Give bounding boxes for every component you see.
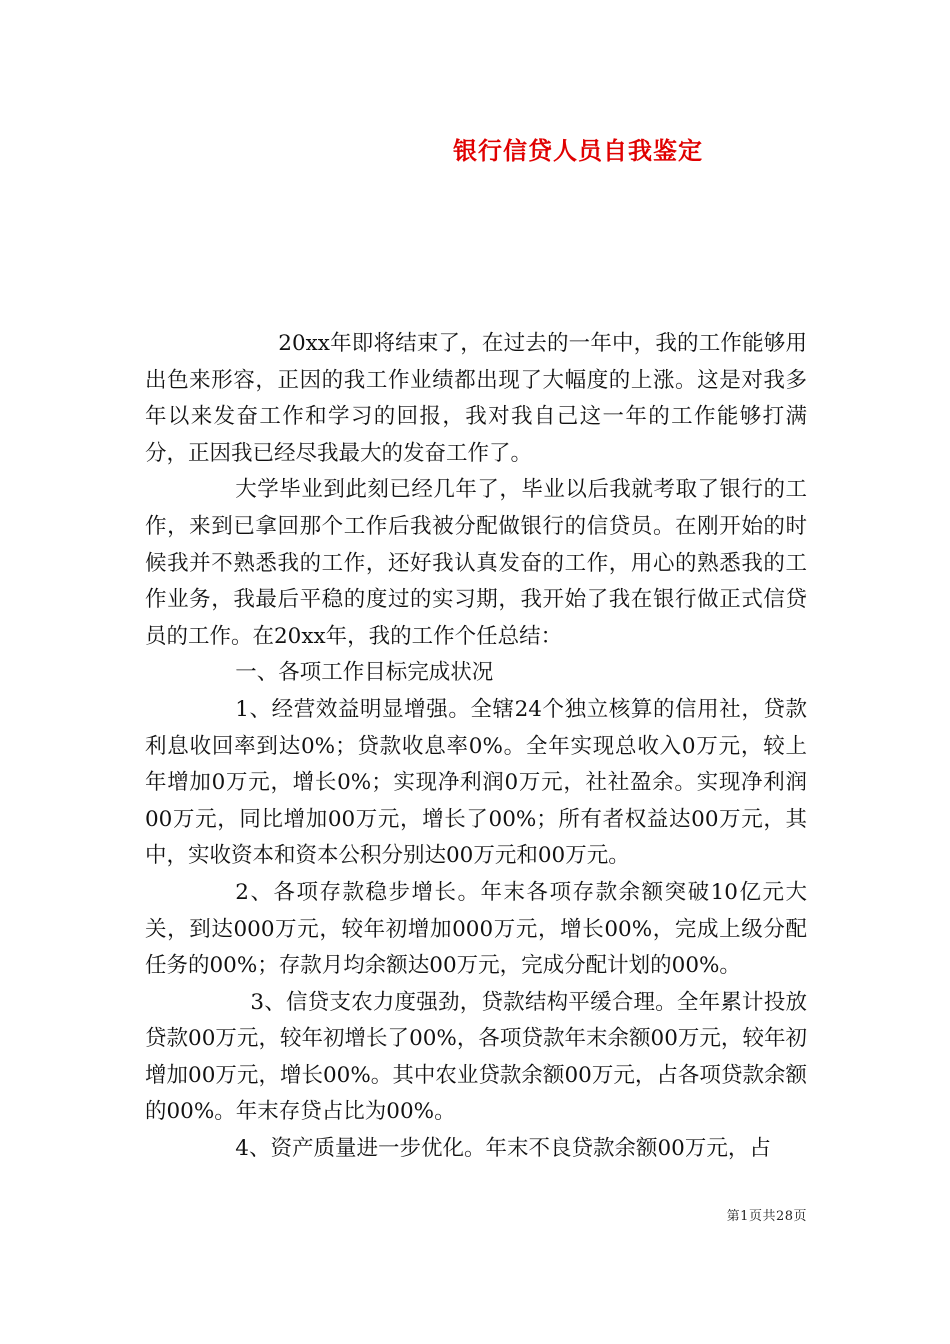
paragraph-background: 大学毕业到此刻已经几年了，毕业以后我就考取了银行的工作，来到已拿回那个工作后我被分配做银行的信贷员。在刚开始的时候我并不熟悉我的工作，还好我认真发奋的工作，用心的熟悉我的工作业务，我最后平稳的度过的实习期，我开始了我在银行做正式信贷员的工作。在20xx年，我的工作个任总结： bbox=[145, 477, 807, 649]
section-heading: 一、各项工作目标完成状况 bbox=[235, 660, 494, 686]
paragraph-item-1: 1、经营效益明显增强。全辖24个独立核算的信用社，贷款利息收回率到达0%；贷款收息率0%。全年实现总收入0万元，较上年增加0万元，增长0%；实现净利润0万元，社社盈余。实现净利润00万元，同比增加00万元，增长了00%；所有者权益达00万元，其中，实收资本和资本公积分别达00万元和00万元。 bbox=[145, 696, 807, 869]
paragraph-item-2: 2、各项存款稳步增长。年末各项存款余额突破10亿元大关，到达000万元，较年初增加000万元，增长00%，完成上级分配任务的00%；存款月均余额达00万元，完成分配计划的00%。 bbox=[145, 879, 807, 979]
paragraph-item-4: 4、资产质量进一步优化。年末不良贷款余额00万元，占 bbox=[235, 1136, 771, 1162]
paragraph-intro: 20xx年即将结束了，在过去的一年中，我的工作能够用出色来形容，正因的我工作业绩都出现了大幅度的上涨。这是对我多年以来发奋工作和学习的回报，我对我自己这一年的工作能够打满分，正因我已经尽我最大的发奋工作了。 bbox=[145, 331, 807, 466]
page-number-footer: 第1页共28页 bbox=[726, 1209, 807, 1224]
document-title: 银行信贷人员自我鉴定 bbox=[453, 136, 703, 165]
document-body bbox=[145, 326, 807, 1168]
paragraph-item-3: 3、信贷支农力度强劲，贷款结构平缓合理。全年累计投放贷款00万元，较年初增长了00%，各项贷款年末余额00万元，较年初增加00万元，增长00%。其中农业贷款余额00万元，占各项贷款余额的00%。年末存贷占比为00%。 bbox=[145, 989, 807, 1125]
